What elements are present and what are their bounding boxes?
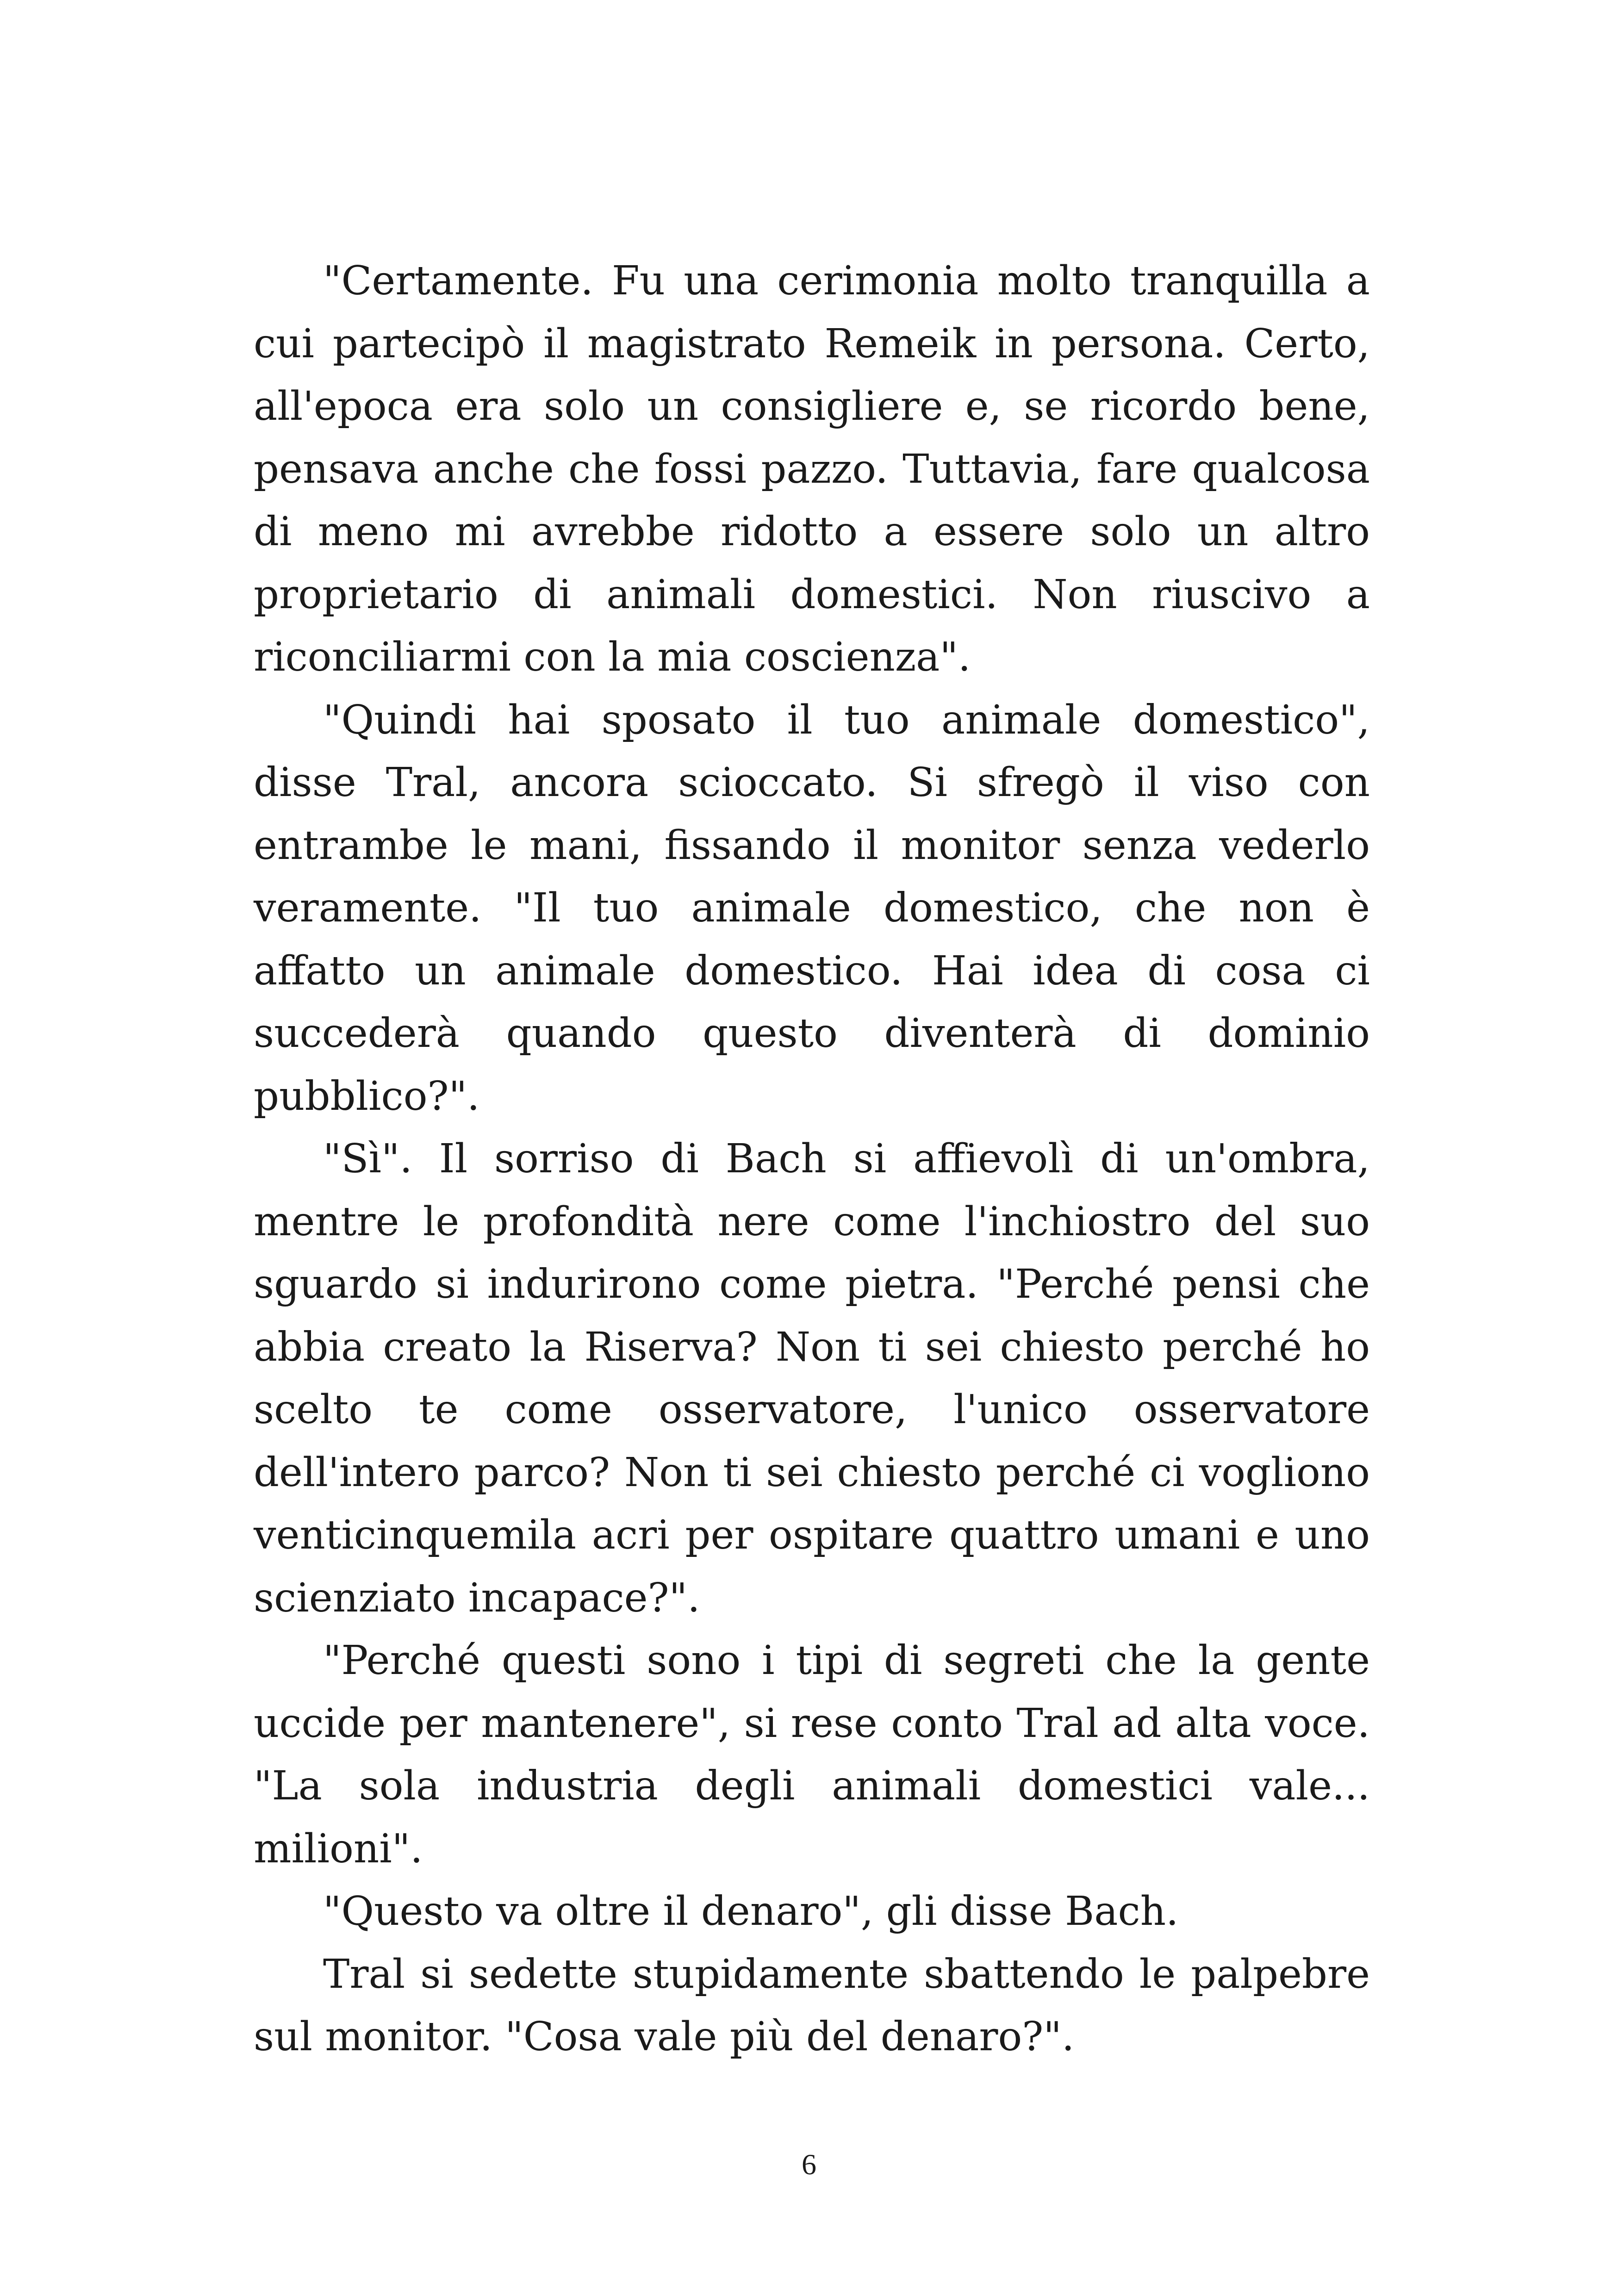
paragraph: "Questo va oltre il denaro", gli disse Bach. <box>323 1888 1179 1935</box>
page-number: 6 <box>802 2148 816 2181</box>
paragraph: Tral si sedette stupidamente sbattendo le palpebre sul monitor. "Cosa vale più del denaro?". <box>254 1951 1370 2060</box>
body-text <box>254 250 1370 2069</box>
paragraph: "Certamente. Fu una cerimonia molto tranquilla a cui partecipò il magistrato Remeik in persona. Certo, all'epoca era solo un consigliere e, se ricordo bene, pensava anche che fossi pazzo. Tuttavia, fare qualcosa di meno mi avrebbe ridotto a essere solo un altro proprietario di animali domestici. Non riuscivo a riconciliarmi con la mia coscienza". <box>254 258 1370 680</box>
paragraph: "Perché questi sono i tipi di segreti che la gente uccide per mantenere", si rese conto Tral ad alta voce. "La sola industria degli animali domestici vale... milioni". <box>254 1637 1370 1872</box>
paragraph: "Sì". Il sorriso di Bach si affievolì di un'ombra, mentre le profondità nere come l'inchiostro del suo sguardo si indurirono come pietra. "Perché pensi che abbia creato la Riserva? Non ti sei chiesto perché ho scelto te come osservatore, l'unico osservatore dell'intero parco? Non ti sei chiesto perché ci vogliono venticinquemila acri per ospitare quattro umani e uno scienziato incapace?". <box>254 1136 1370 1621</box>
paragraph: "Quindi hai sposato il tuo animale domestico", disse Tral, ancora scioccato. Si sfregò il viso con entrambe le mani, fissando il monitor senza vederlo veramente. "Il tuo animale domestico, che non è affatto un animale domestico. Hai idea di cosa ci succederà quando questo diventerà di dominio pubblico?". <box>254 697 1370 1120</box>
